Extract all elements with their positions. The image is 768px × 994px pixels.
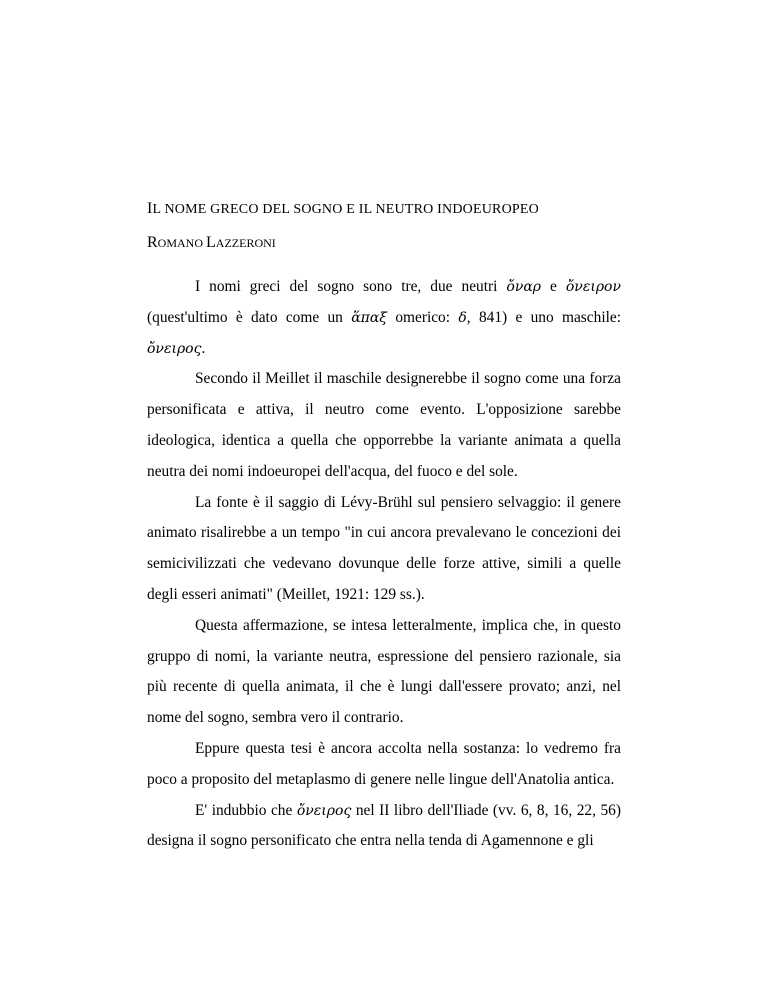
- text-run: e: [541, 278, 566, 295]
- text-run: nel II libro dell'Iliade (vv. 6, 8, 16, 22, 56) designa il sogno personificato che entra nella tenda di Agamennone e gli: [147, 801, 621, 850]
- title-initial: I: [147, 200, 153, 217]
- greek-word: ὄνειρος: [147, 340, 202, 357]
- text-run: omerico:: [387, 308, 459, 326]
- text-run: I nomi greci del sogno sono tre, due neutri: [195, 278, 507, 295]
- greek-word: δ: [458, 309, 467, 326]
- author-last-rest: AZZERONI: [215, 236, 276, 250]
- greek-word: ὄνειρος: [296, 802, 352, 819]
- text-run: (quest'ultimo è dato come un: [147, 308, 352, 326]
- author-first-initial: R: [147, 234, 158, 251]
- author-last-initial: L: [206, 234, 216, 251]
- paragraph-1: [147, 272, 621, 364]
- article-title: [147, 200, 539, 218]
- greek-word: ἅπαξ: [351, 309, 388, 326]
- text-run: , 841) e uno maschile:: [466, 308, 621, 326]
- article-body: [147, 272, 621, 857]
- paragraph-2: Secondo il Meillet il maschile designerebbe il sogno come una forza personificata e attiva, il neutro come evento. L'opposizione sarebbe ideologica, identica a quella che opporrebbe la variante animata a quella neutra dei nomi indoeuropei dell'acqua, del fuoco e del sole.: [147, 370, 621, 480]
- paragraph-3: La fonte è il saggio di Lévy-Brühl sul pensiero selvaggio: il genere animato risalirebbe a un tempo "in cui ancora prevalevano le concezioni dei semicivilizzati che vedevano dovunque delle forze attive, simili a quelle degli esseri animati" (Meillet, 1921: 129 ss.).: [147, 493, 621, 603]
- text-run: .: [201, 339, 206, 357]
- paragraph-5: Eppure questa tesi è ancora accolta nella sostanza: lo vedremo fra poco a proposito del metaplasmo di genere nelle lingue dell'Anatolia antica.: [147, 739, 621, 788]
- greek-word: ὄναρ: [506, 279, 542, 295]
- text-run: E' indubbio che: [195, 801, 297, 819]
- paragraph-4: Questa affermazione, se intesa letteralmente, implica che, in questo gruppo di nomi, la variante neutra, espressione del pensiero razionale, sia più recente di quella animata, il che è lungi dall'essere provato; anzi, nel nome del sogno, sembra vero il contrario.: [147, 616, 621, 727]
- greek-word: ὄνειρον: [565, 279, 621, 295]
- title-rest: L NOME GRECO DEL SOGNO E IL NEUTRO INDOEUROPEO: [152, 202, 539, 217]
- author-first-rest: OMANO: [157, 236, 207, 250]
- paragraph-6: [147, 796, 621, 858]
- author-name: [147, 234, 276, 252]
